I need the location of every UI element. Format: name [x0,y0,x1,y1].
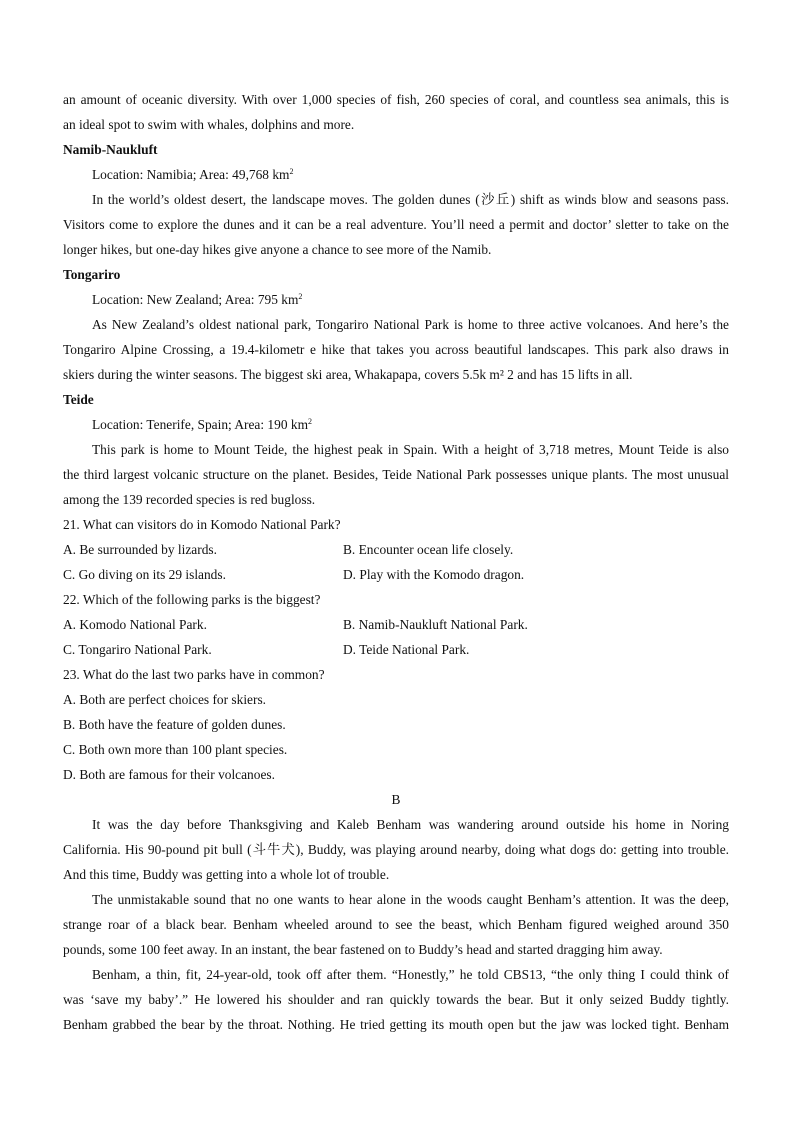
option: D. Both are famous for their volcanoes. [63,767,275,782]
park-location [63,287,729,312]
text-line: pounds, some 100 feet away. In an instant, the bear fastened on to Buddy’s head and started dragging him away. [63,942,663,957]
park-heading: Tongariro [63,267,121,282]
question-stem: 23. What do the last two parks have in common? [63,667,325,682]
text-line: And this time, Buddy was getting into a whole lot of trouble. [63,867,390,882]
text-line: This park is home to Mount Teide, the highest peak in Spain. With a height of 3,718 metres, Mount Teide is also [92,442,729,457]
text-line: strange roar of a black bear. Benham wheeled around to see the beast, which Benham figured weighed around 350 [63,917,729,932]
text-line: was ‘save my baby’.” He lowered his shoulder and ran quickly towards the bear. But it only seized Buddy tightly. [63,992,729,1007]
superscript: 2 [289,167,294,176]
option: D. Play with the Komodo dragon. [343,567,525,582]
text-line: longer hikes, but one-day hikes give anyone a chance to see more of the Namib. [63,242,492,257]
text-line: In the world’s oldest desert, the landscape moves. The golden dunes (沙丘) shift as winds blow and seasons pass. [92,192,729,207]
text-line: As New Zealand’s oldest national park, Tongariro National Park is home to three active volcanoes. And here’s the [92,317,729,332]
text-line: Benham grabbed the bear by the throat. Nothing. He tried getting its mouth open but the jaw was locked tight. Benham [63,1017,729,1032]
option-row [63,562,729,587]
text-line: the third largest volcanic structure on the planet. Besides, Teide National Park possesses unique plants. The most unusual [63,467,729,482]
section-heading: B [391,792,401,807]
superscript: 2 [307,417,312,426]
question-stem: 22. Which of the following parks is the biggest? [63,592,321,607]
option: C. Tongariro National Park. [63,642,212,657]
option: D. Teide National Park. [343,642,470,657]
text-line: Visitors come to explore the dunes and it can be a real adventure. You’ll need a permit and doctor’ sletter to take on the [63,217,729,232]
location-text: Location: New Zealand; Area: 795 km [92,292,299,307]
text-line: It was the day before Thanksgiving and Kaleb Benham was wandering around outside his home in Noring [92,817,729,832]
option: B. Encounter ocean life closely. [343,542,514,557]
park-heading: Namib-Naukluft [63,142,158,157]
text-line: among the 139 recorded species is red bugloss. [63,492,316,507]
question-stem: 21. What can visitors do in Komodo National Park? [63,517,341,532]
park-location [63,412,729,437]
text-line: The unmistakable sound that no one wants to hear alone in the woods caught Benham’s attention. It was the deep, [92,892,729,907]
option: A. Be surrounded by lizards. [63,542,217,557]
park-location [63,162,729,187]
option: B. Namib-Naukluft National Park. [343,617,528,632]
location-text: Location: Tenerife, Spain; Area: 190 km [92,417,308,432]
document-page [63,87,729,1037]
text-line: an amount of oceanic diversity. With over 1,000 species of fish, 260 species of coral, and countless sea animals, this is [63,92,729,107]
option-row [63,612,729,637]
option: C. Go diving on its 29 islands. [63,567,226,582]
option: C. Both own more than 100 plant species. [63,742,288,757]
text-line: an ideal spot to swim with whales, dolphins and more. [63,117,355,132]
text-line: skiers during the winter seasons. The biggest ski area, Whakapapa, covers 5.5k m² 2 and has 15 lifts in all. [63,367,633,382]
text-line: California. His 90-pound pit bull (斗牛犬), Buddy, was playing around nearby, doing what dogs do: getting into trouble. [63,842,729,857]
option: B. Both have the feature of golden dunes. [63,717,286,732]
superscript: 2 [298,292,303,301]
option-row [63,537,729,562]
option: A. Both are perfect choices for skiers. [63,692,267,707]
option: A. Komodo National Park. [63,617,207,632]
location-text: Location: Namibia; Area: 49,768 km [92,167,290,182]
park-heading: Teide [63,392,94,407]
option-row [63,637,729,662]
text-line: Benham, a thin, fit, 24-year-old, took off after them. “Honestly,” he told CBS13, “the only thing I could think of [92,967,729,982]
text-line: Tongariro Alpine Crossing, a 19.4-kilometr e hike that takes you across beautiful landscapes. This park also draws in [63,342,729,357]
